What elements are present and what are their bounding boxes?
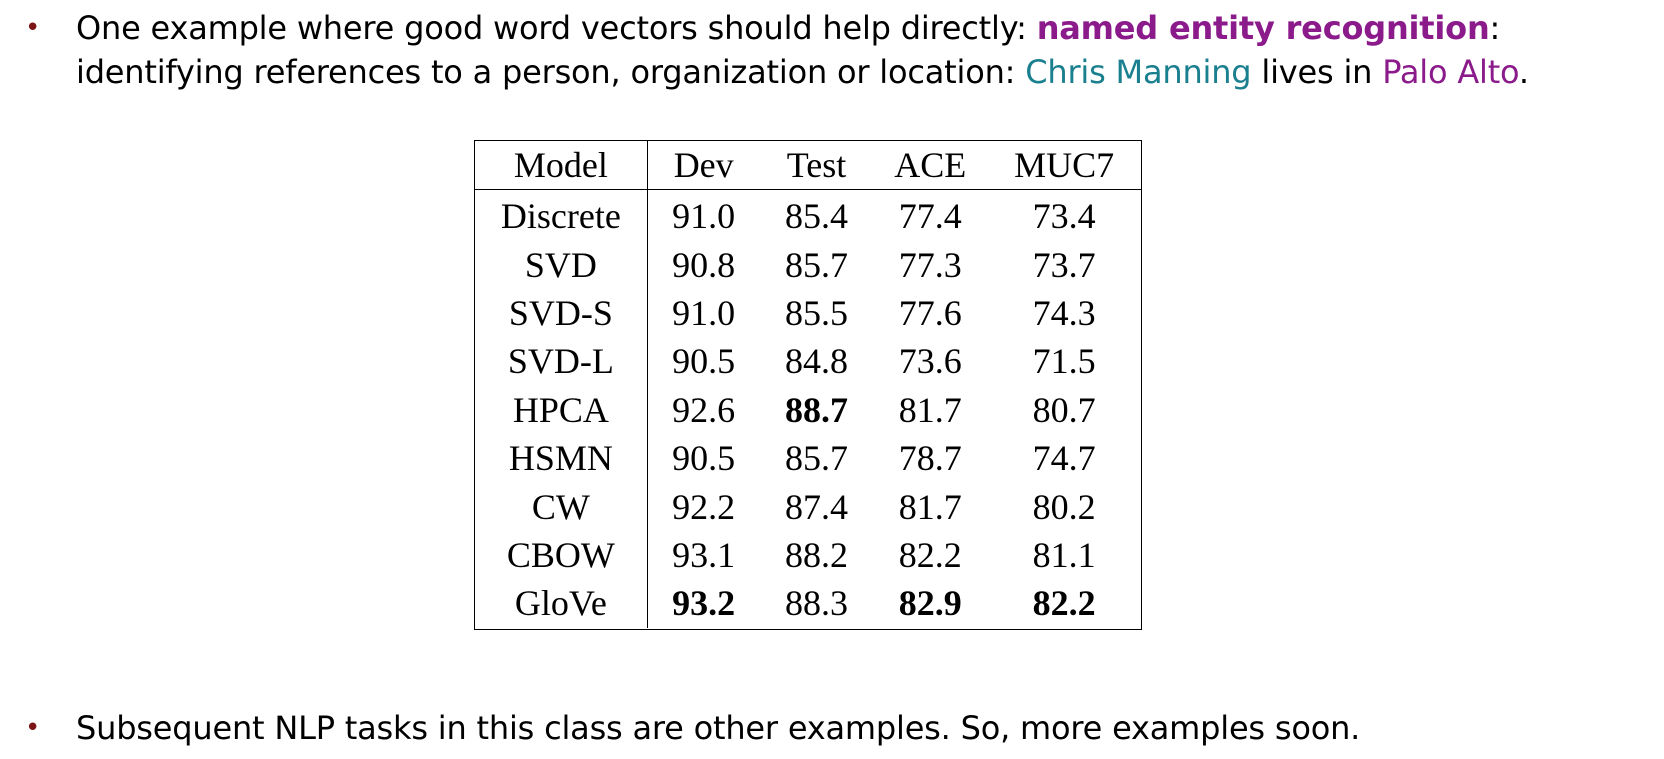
header-muc7: MUC7 bbox=[987, 141, 1141, 190]
cell-ace: 77.4 bbox=[898, 196, 962, 237]
cell-ace: 82.2 bbox=[898, 534, 962, 575]
bullet-text-ner bbox=[76, 6, 1636, 94]
table-row bbox=[475, 190, 1141, 241]
table-row bbox=[475, 579, 1141, 627]
cell-test: 88.3 bbox=[784, 583, 848, 624]
table-row bbox=[475, 289, 1141, 337]
cell-model: CW bbox=[475, 482, 647, 530]
table-row bbox=[475, 482, 1141, 530]
results-table-container bbox=[474, 140, 1142, 630]
table-row bbox=[475, 240, 1141, 288]
text-lives-in: lives in bbox=[1251, 53, 1383, 91]
cell-muc7: 74.3 bbox=[1032, 292, 1096, 333]
bullet-marker: • bbox=[25, 713, 41, 743]
cell-dev: 90.5 bbox=[672, 341, 736, 382]
header-model: Model bbox=[475, 141, 647, 190]
text-middle: : identifying references to a person, organization or location: bbox=[76, 9, 1501, 91]
text-intro: One example where good word vectors should help directly: bbox=[76, 9, 1037, 47]
cell-model: HPCA bbox=[475, 386, 647, 434]
cell-model: Discrete bbox=[475, 190, 647, 241]
cell-ace: 81.7 bbox=[898, 486, 962, 527]
header-dev: Dev bbox=[647, 141, 759, 190]
cell-muc7-best: 82.2 bbox=[1032, 583, 1096, 624]
cell-dev: 92.6 bbox=[672, 389, 736, 430]
cell-dev: 91.0 bbox=[672, 196, 736, 237]
cell-dev: 91.0 bbox=[672, 292, 736, 333]
example-location: Palo Alto bbox=[1382, 53, 1519, 91]
cell-test: 85.4 bbox=[784, 196, 848, 237]
table-row bbox=[475, 434, 1141, 482]
cell-muc7: 80.7 bbox=[1032, 389, 1096, 430]
highlight-ner-term: named entity recognition bbox=[1036, 9, 1490, 47]
header-test: Test bbox=[760, 141, 874, 190]
cell-dev: 90.8 bbox=[672, 244, 736, 285]
cell-muc7: 71.5 bbox=[1032, 341, 1096, 382]
cell-test: 85.7 bbox=[784, 438, 848, 479]
cell-muc7: 74.7 bbox=[1032, 438, 1096, 479]
cell-test: 85.7 bbox=[784, 244, 848, 285]
text-period: . bbox=[1518, 53, 1529, 91]
cell-model: HSMN bbox=[475, 434, 647, 482]
cell-test: 87.4 bbox=[784, 486, 848, 527]
example-person: Chris Manning bbox=[1025, 53, 1252, 91]
cell-test: 84.8 bbox=[784, 341, 848, 382]
cell-ace: 81.7 bbox=[898, 389, 962, 430]
cell-model: SVD-L bbox=[475, 337, 647, 385]
cell-muc7: 81.1 bbox=[1032, 534, 1096, 575]
cell-ace: 77.3 bbox=[898, 244, 962, 285]
ner-results-table bbox=[475, 141, 1141, 628]
cell-model: GloVe bbox=[475, 579, 647, 627]
cell-ace: 73.6 bbox=[898, 341, 962, 382]
cell-muc7: 80.2 bbox=[1032, 486, 1096, 527]
cell-dev: 92.2 bbox=[672, 486, 736, 527]
header-ace: ACE bbox=[873, 141, 987, 190]
cell-test: 88.2 bbox=[784, 534, 848, 575]
cell-ace-best: 82.9 bbox=[898, 583, 962, 624]
cell-dev: 90.5 bbox=[672, 438, 736, 479]
table-row bbox=[475, 386, 1141, 434]
table-header-row bbox=[475, 141, 1141, 190]
cell-ace: 77.6 bbox=[898, 292, 962, 333]
cell-dev-best: 93.2 bbox=[672, 583, 736, 624]
cell-dev: 93.1 bbox=[672, 534, 736, 575]
bullet-text-subsequent: Subsequent NLP tasks in this class are other examples. So, more examples soon. bbox=[76, 709, 1361, 747]
cell-ace: 78.7 bbox=[898, 438, 962, 479]
bullet-marker: • bbox=[25, 13, 41, 43]
table-row bbox=[475, 337, 1141, 385]
cell-muc7: 73.4 bbox=[1032, 196, 1096, 237]
cell-model: SVD bbox=[475, 240, 647, 288]
cell-muc7: 73.7 bbox=[1032, 244, 1096, 285]
cell-model: CBOW bbox=[475, 531, 647, 579]
cell-test-best: 88.7 bbox=[784, 389, 848, 430]
cell-test: 85.5 bbox=[784, 292, 848, 333]
cell-model: SVD-S bbox=[475, 289, 647, 337]
table-row bbox=[475, 531, 1141, 579]
